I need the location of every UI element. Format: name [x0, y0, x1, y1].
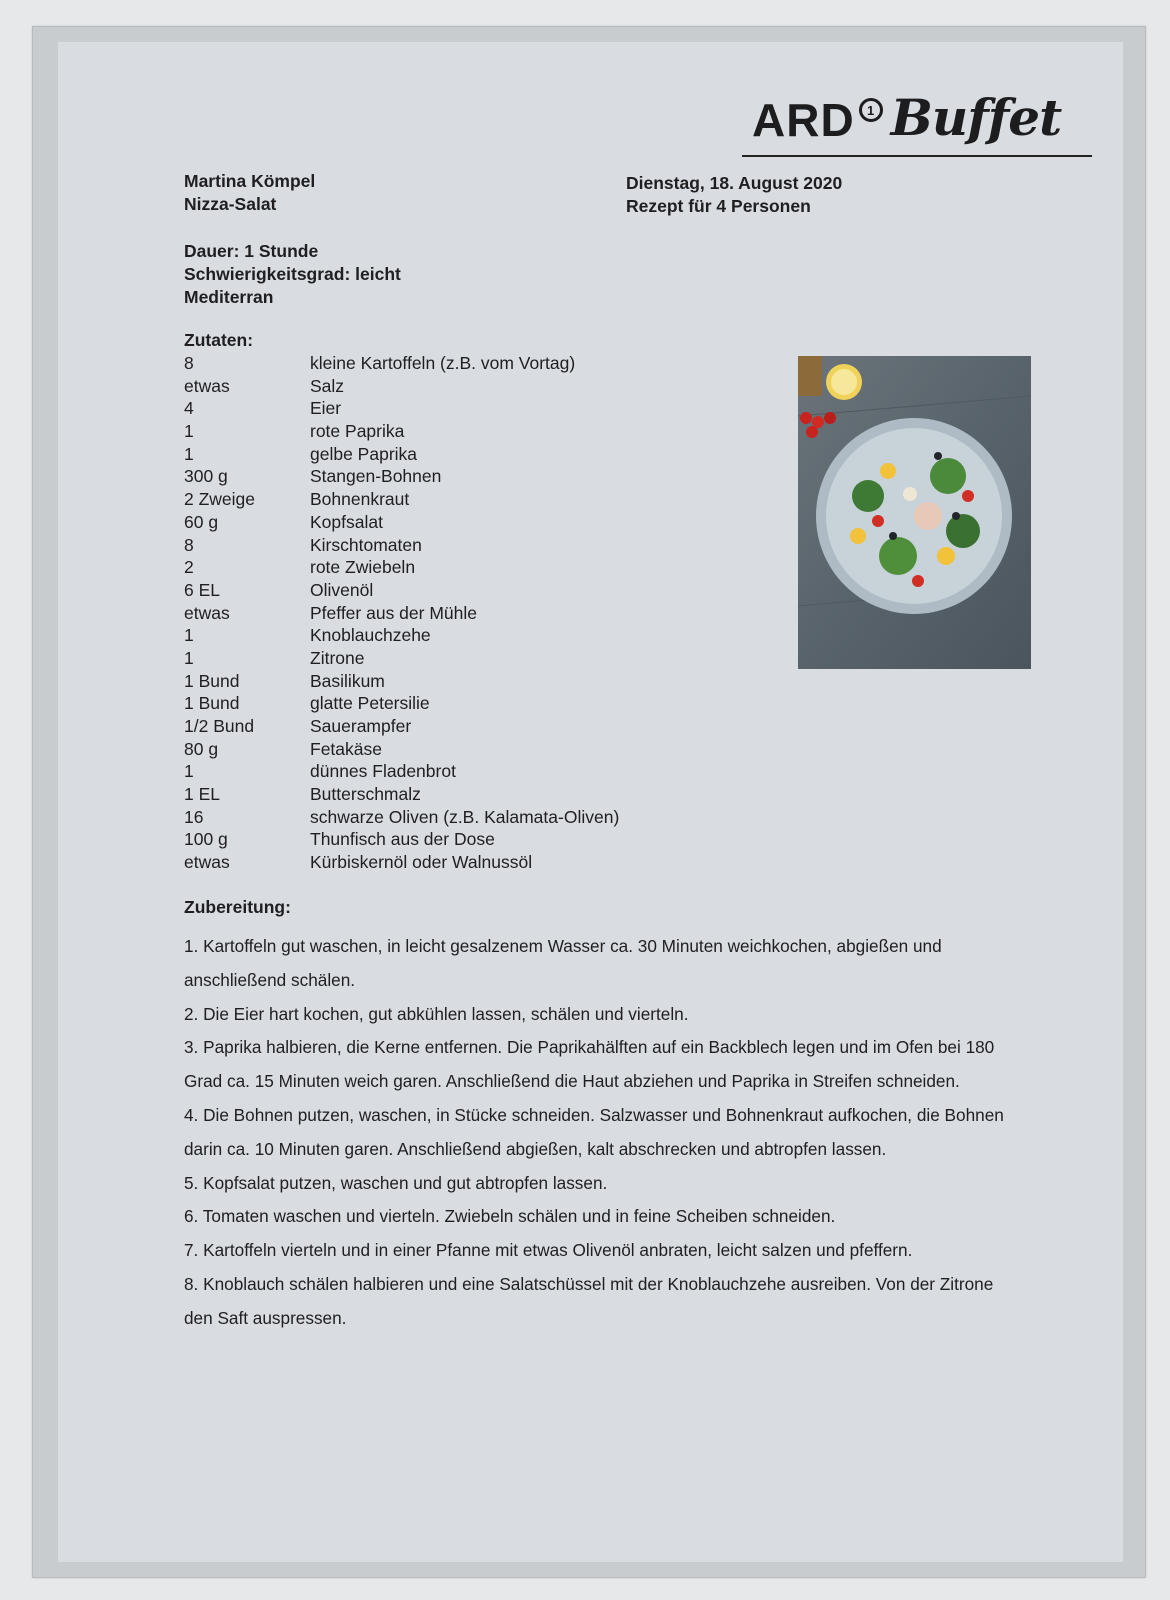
step-paragraph: 4. Die Bohnen putzen, waschen, in Stücke schneiden. Salzwasser und Bohnenkraut aufkochen, die Bohnen darin ca. 10 Minuten garen. Anschließend abgießen, kalt abschrecken und abtropfen lassen. — [184, 1104, 1004, 1159]
logo-one-icon: 1 — [859, 98, 883, 122]
ingredient-quantity: etwas — [184, 602, 230, 623]
ingredient-name: gelbe Paprika — [310, 443, 418, 464]
ingredient-name: schwarze Oliven (z.B. Kalamata-Oliven) — [310, 806, 620, 827]
ingredient-quantity: 16 — [184, 806, 204, 827]
ingredient-name: rote Paprika — [310, 421, 405, 442]
header-left — [184, 170, 315, 216]
steps-heading: Zubereitung: — [184, 897, 291, 917]
ingredient-name: Eier — [310, 398, 342, 419]
ingredient-row — [184, 828, 619, 851]
ingredient-row — [184, 443, 619, 466]
ingredient-quantity: 60 g — [184, 511, 219, 532]
ingredient-name: Stangen-Bohnen — [310, 466, 442, 487]
servings: Rezept für 4 Personen — [626, 196, 811, 216]
ingredient-row — [184, 397, 619, 420]
logo-underline — [742, 155, 1092, 157]
ingredient-row — [184, 851, 619, 874]
ingredient-quantity: 1 — [184, 421, 194, 442]
ingredient-row — [184, 670, 619, 693]
step-paragraph: 2. Die Eier hart kochen, gut abkühlen lassen, schälen und vierteln. — [184, 1003, 689, 1024]
ingredient-quantity: etwas — [184, 375, 230, 396]
ingredient-name: Zitrone — [310, 647, 365, 668]
ingredients-list — [184, 352, 619, 874]
dish-name: Nizza-Salat — [184, 194, 277, 214]
ingredient-quantity: 1 EL — [184, 784, 220, 805]
difficulty: Schwierigkeitsgrad: leicht — [184, 264, 401, 284]
ingredient-row — [184, 488, 619, 511]
step-paragraph: 1. Kartoffeln gut waschen, in leicht gesalzenem Wasser ca. 30 Minuten weichkochen, abgießen und anschließend schälen. — [184, 936, 942, 990]
step-paragraph: 6. Tomaten waschen und vierteln. Zwiebeln schälen und in feine Scheiben schneiden. — [184, 1206, 836, 1227]
ingredient-row — [184, 375, 619, 398]
ingredient-row — [184, 420, 619, 443]
logo-ard-text: ARD — [752, 94, 855, 146]
ingredient-quantity: 1 Bund — [184, 693, 240, 714]
ingredient-name: kleine Kartoffeln (z.B. vom Vortag) — [310, 353, 576, 373]
ingredient-name: Fetakäse — [310, 738, 382, 759]
ingredient-name: Thunfisch aus der Dose — [310, 829, 495, 850]
ingredient-row — [184, 760, 619, 783]
author-name: Martina Kömpel — [184, 171, 316, 191]
ingredient-row — [184, 579, 619, 602]
ingredient-quantity: 6 EL — [184, 579, 220, 600]
ingredients-heading: Zutaten: — [184, 330, 254, 350]
steps-list — [184, 930, 1014, 1336]
ingredient-name: Bohnenkraut — [310, 489, 410, 510]
ingredient-name: Kirschtomaten — [310, 534, 422, 555]
header-right — [626, 172, 842, 218]
ingredient-name: Basilikum — [310, 670, 385, 691]
step-paragraph: 5. Kopfsalat putzen, waschen und gut abtropfen lassen. — [184, 1172, 608, 1193]
ingredient-quantity: 1/2 Bund — [184, 716, 255, 736]
ingredient-quantity: 8 — [184, 353, 194, 373]
broadcast-date: Dienstag, 18. August 2020 — [626, 173, 843, 193]
ingredient-name: rote Zwiebeln — [310, 557, 416, 578]
step-paragraph: 3. Paprika halbieren, die Kerne entfernen. Die Paprikahälften auf ein Backblech legen und im Ofen bei 180 Grad ca. 15 Minuten weich garen. Anschließend die Haut abziehen und Paprika in Streifen schneiden. — [184, 1037, 995, 1092]
ingredient-quantity: 80 g — [184, 738, 219, 759]
ingredient-quantity: 1 — [184, 443, 194, 464]
ingredient-row — [184, 534, 619, 557]
salad-photo-image — [798, 356, 1031, 669]
ingredient-row — [184, 783, 619, 806]
ingredient-row — [184, 738, 619, 761]
ingredient-name: dünnes Fladenbrot — [310, 761, 456, 782]
ingredient-quantity: 100 g — [184, 829, 228, 850]
ingredient-row — [184, 806, 619, 829]
ingredient-row — [184, 511, 619, 534]
ingredient-row — [184, 647, 619, 670]
step-paragraph: 7. Kartoffeln vierteln und in einer Pfanne mit etwas Olivenöl anbraten, leicht salzen und pfeffern. — [184, 1240, 913, 1261]
ingredient-row — [184, 692, 619, 715]
recipe-meta — [184, 240, 401, 309]
duration: Dauer: 1 Stunde — [184, 241, 319, 261]
ingredient-row — [184, 602, 619, 625]
ard-buffet-logo — [752, 78, 1061, 148]
ingredient-name: Olivenöl — [310, 579, 374, 600]
ingredient-name: Salz — [310, 375, 345, 396]
logo-buffet-script: Buffet — [890, 88, 1062, 147]
ingredient-quantity: 1 — [184, 625, 194, 646]
ingredient-quantity: 300 g — [184, 466, 228, 487]
ingredient-quantity: 1 — [184, 647, 194, 668]
ingredient-row — [184, 352, 619, 375]
step-paragraph: 8. Knoblauch schälen halbieren und eine Salatschüssel mit der Knoblauchzehe ausreiben. Von der Zitrone den Saft auspressen. — [184, 1273, 994, 1328]
ingredient-name: Kürbiskernöl oder Walnussöl — [310, 852, 533, 873]
ingredient-name: Knoblauchzehe — [310, 625, 431, 646]
cuisine: Mediterran — [184, 287, 274, 307]
ingredient-quantity: 8 — [184, 534, 194, 555]
ingredient-quantity: etwas — [184, 852, 230, 873]
ingredient-row — [184, 465, 619, 488]
ingredient-quantity: 1 — [184, 761, 194, 782]
ingredient-quantity: 2 — [184, 557, 194, 578]
ingredient-quantity: 1 Bund — [184, 670, 240, 691]
ingredient-quantity: 2 Zweige — [184, 489, 256, 510]
ingredient-row — [184, 556, 619, 579]
ingredient-row — [184, 715, 619, 738]
ingredient-name: Kopfsalat — [310, 511, 383, 532]
ingredient-name: glatte Petersilie — [310, 693, 430, 714]
salad-photo — [798, 356, 1031, 669]
ingredient-name: Butterschmalz — [310, 784, 421, 805]
ingredient-quantity: 4 — [184, 398, 194, 419]
ingredient-name: Pfeffer aus der Mühle — [310, 602, 477, 623]
ingredient-row — [184, 624, 619, 647]
ingredient-name: Sauerampfer — [310, 716, 412, 736]
